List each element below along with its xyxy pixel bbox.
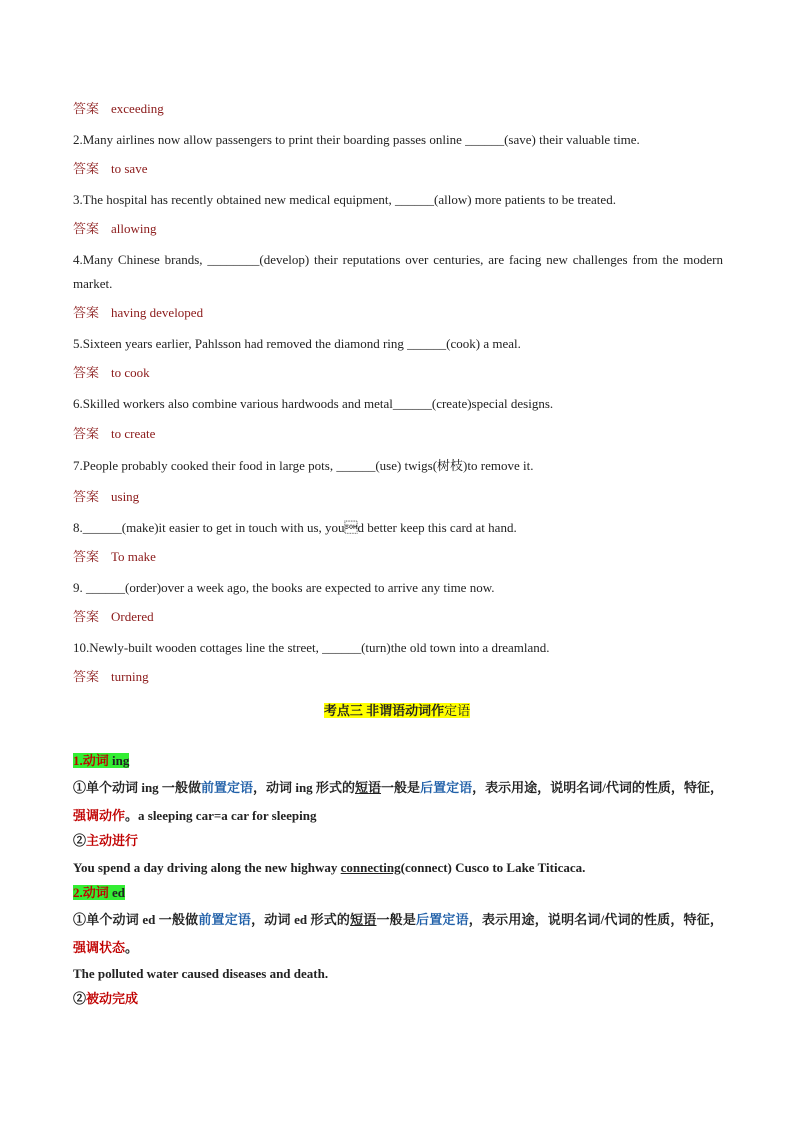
rule-text: ，表示用途，说明名词/代词的性质，特征， [472, 780, 723, 795]
rule-text: ，动词 ed 形式的 [251, 912, 351, 927]
rule-text: 一般是 [381, 780, 421, 795]
rule-keyword: 后置定语 [416, 912, 469, 927]
circled-number: ① [73, 780, 87, 795]
answer-label: 答案 [73, 365, 100, 380]
answer-label: 答案 [73, 669, 100, 684]
rule-keyword: 前置定语 [198, 912, 252, 927]
answer-label: 答案 [73, 489, 100, 504]
circled-number: ② [73, 991, 87, 1006]
answer-line [73, 425, 723, 443]
section-title-part2: 定语 [444, 703, 471, 718]
answer-line [73, 548, 723, 566]
rule-text: 单个动词 ing 一般做 [86, 780, 201, 795]
example-text: You spend a day driving along the new highway [73, 860, 341, 875]
rule-keyword: 后置定语 [420, 780, 473, 795]
answer-line [73, 488, 723, 506]
answer-value: to cook [111, 365, 150, 380]
question-line: 7.People probably cooked their food in large pots, ______(use) twigs(树枝)to remove it. [73, 458, 534, 473]
rule-keyword: 前置定语 [200, 780, 254, 795]
answer-value: exceeding [111, 101, 164, 116]
answer-line [73, 220, 723, 238]
rule-text: ，表示用途，说明名词/代词的性质，特征， [468, 912, 723, 927]
rule-keyword: 短语 [350, 912, 377, 927]
answer-line [73, 608, 723, 626]
question-line: 9. ______(order)over a week ago, the books are expected to arrive any time now. [73, 580, 495, 595]
subsection-heading [73, 752, 723, 770]
answer-line [73, 364, 723, 382]
rule-paragraph [73, 990, 723, 1008]
answer-label: 答案 [73, 221, 100, 236]
answer-line [73, 668, 723, 686]
example-text: (connect) Cusco to Lake Titicaca. [400, 860, 586, 875]
answer-line [73, 304, 723, 322]
answer-label: 答案 [73, 609, 100, 624]
answer-value: having developed [111, 305, 204, 320]
circled-number: ① [73, 912, 87, 927]
answer-line [73, 100, 723, 118]
question-line: 10.Newly-built wooden cottages line the street, ______(turn)the old town into a dreamland. [73, 640, 550, 655]
question-line: 2.Many airlines now allow passengers to print their boarding passes online ______(save) their valuable time. [73, 132, 640, 147]
rule-text: 。 [125, 940, 139, 955]
rule-paragraph [73, 906, 723, 962]
question-line: 4.Many Chinese brands, ________(develop) their reputations over centuries, are facing new challenges from the modern market. [73, 252, 723, 291]
answer-label: 答案 [73, 305, 100, 320]
rule-text: 被动完成 [86, 991, 139, 1006]
section-title-part1: 考点三 非谓语动词作 [323, 703, 445, 718]
answer-line [73, 160, 723, 178]
subsection-heading-part1: 2.动词 [73, 885, 113, 900]
circled-number: ② [73, 833, 87, 848]
rule-paragraph [73, 774, 723, 830]
subsection-heading-part2: ed [112, 885, 126, 900]
example-sentence [73, 859, 723, 877]
question-line: 3.The hospital has recently obtained new medical equipment, ______(allow) more patients to be treated. [73, 192, 616, 207]
answer-label: 答案 [73, 161, 100, 176]
subsection-heading-part1: 1.动词 [73, 753, 113, 768]
rule-paragraph [73, 832, 723, 850]
answer-value: to create [111, 426, 156, 441]
answer-label: 答案 [73, 549, 100, 564]
answer-value: turning [111, 669, 149, 684]
answer-label: 答案 [73, 101, 100, 116]
answer-label: 答案 [73, 426, 100, 441]
subsection-heading [73, 884, 723, 902]
answer-value: using [111, 489, 140, 504]
example-answer: connecting [340, 860, 401, 875]
rule-text: 。a sleeping car=a car for sleeping [125, 808, 317, 823]
answer-value: allowing [111, 221, 157, 236]
question-line: 5.Sixteen years earlier, Pahlsson had removed the diamond ring ______(cook) a meal. [73, 336, 521, 351]
subsection-heading-part2: ing [112, 753, 130, 768]
rule-text: 一般是 [376, 912, 417, 927]
question-line: 8.______(make)it easier to get in touch with us, youd better keep this card at hand. [73, 520, 517, 535]
rule-text: ，动词 ing 形式的 [253, 780, 355, 795]
rule-keyword: 强调状态 [73, 940, 126, 955]
rule-keyword: 强调动作 [73, 808, 126, 823]
section-title [0, 700, 794, 719]
answer-value: to save [111, 161, 148, 176]
rule-text: 单个动词 ed 一般做 [86, 912, 199, 927]
answer-value: Ordered [111, 609, 154, 624]
answer-value: To make [111, 549, 156, 564]
question-line: 6.Skilled workers also combine various hardwoods and metal______(create)special designs. [73, 396, 554, 411]
rule-text: 主动进行 [86, 833, 139, 848]
example-sentence: The polluted water caused diseases and death. [73, 966, 329, 981]
rule-keyword: 短语 [354, 780, 382, 795]
